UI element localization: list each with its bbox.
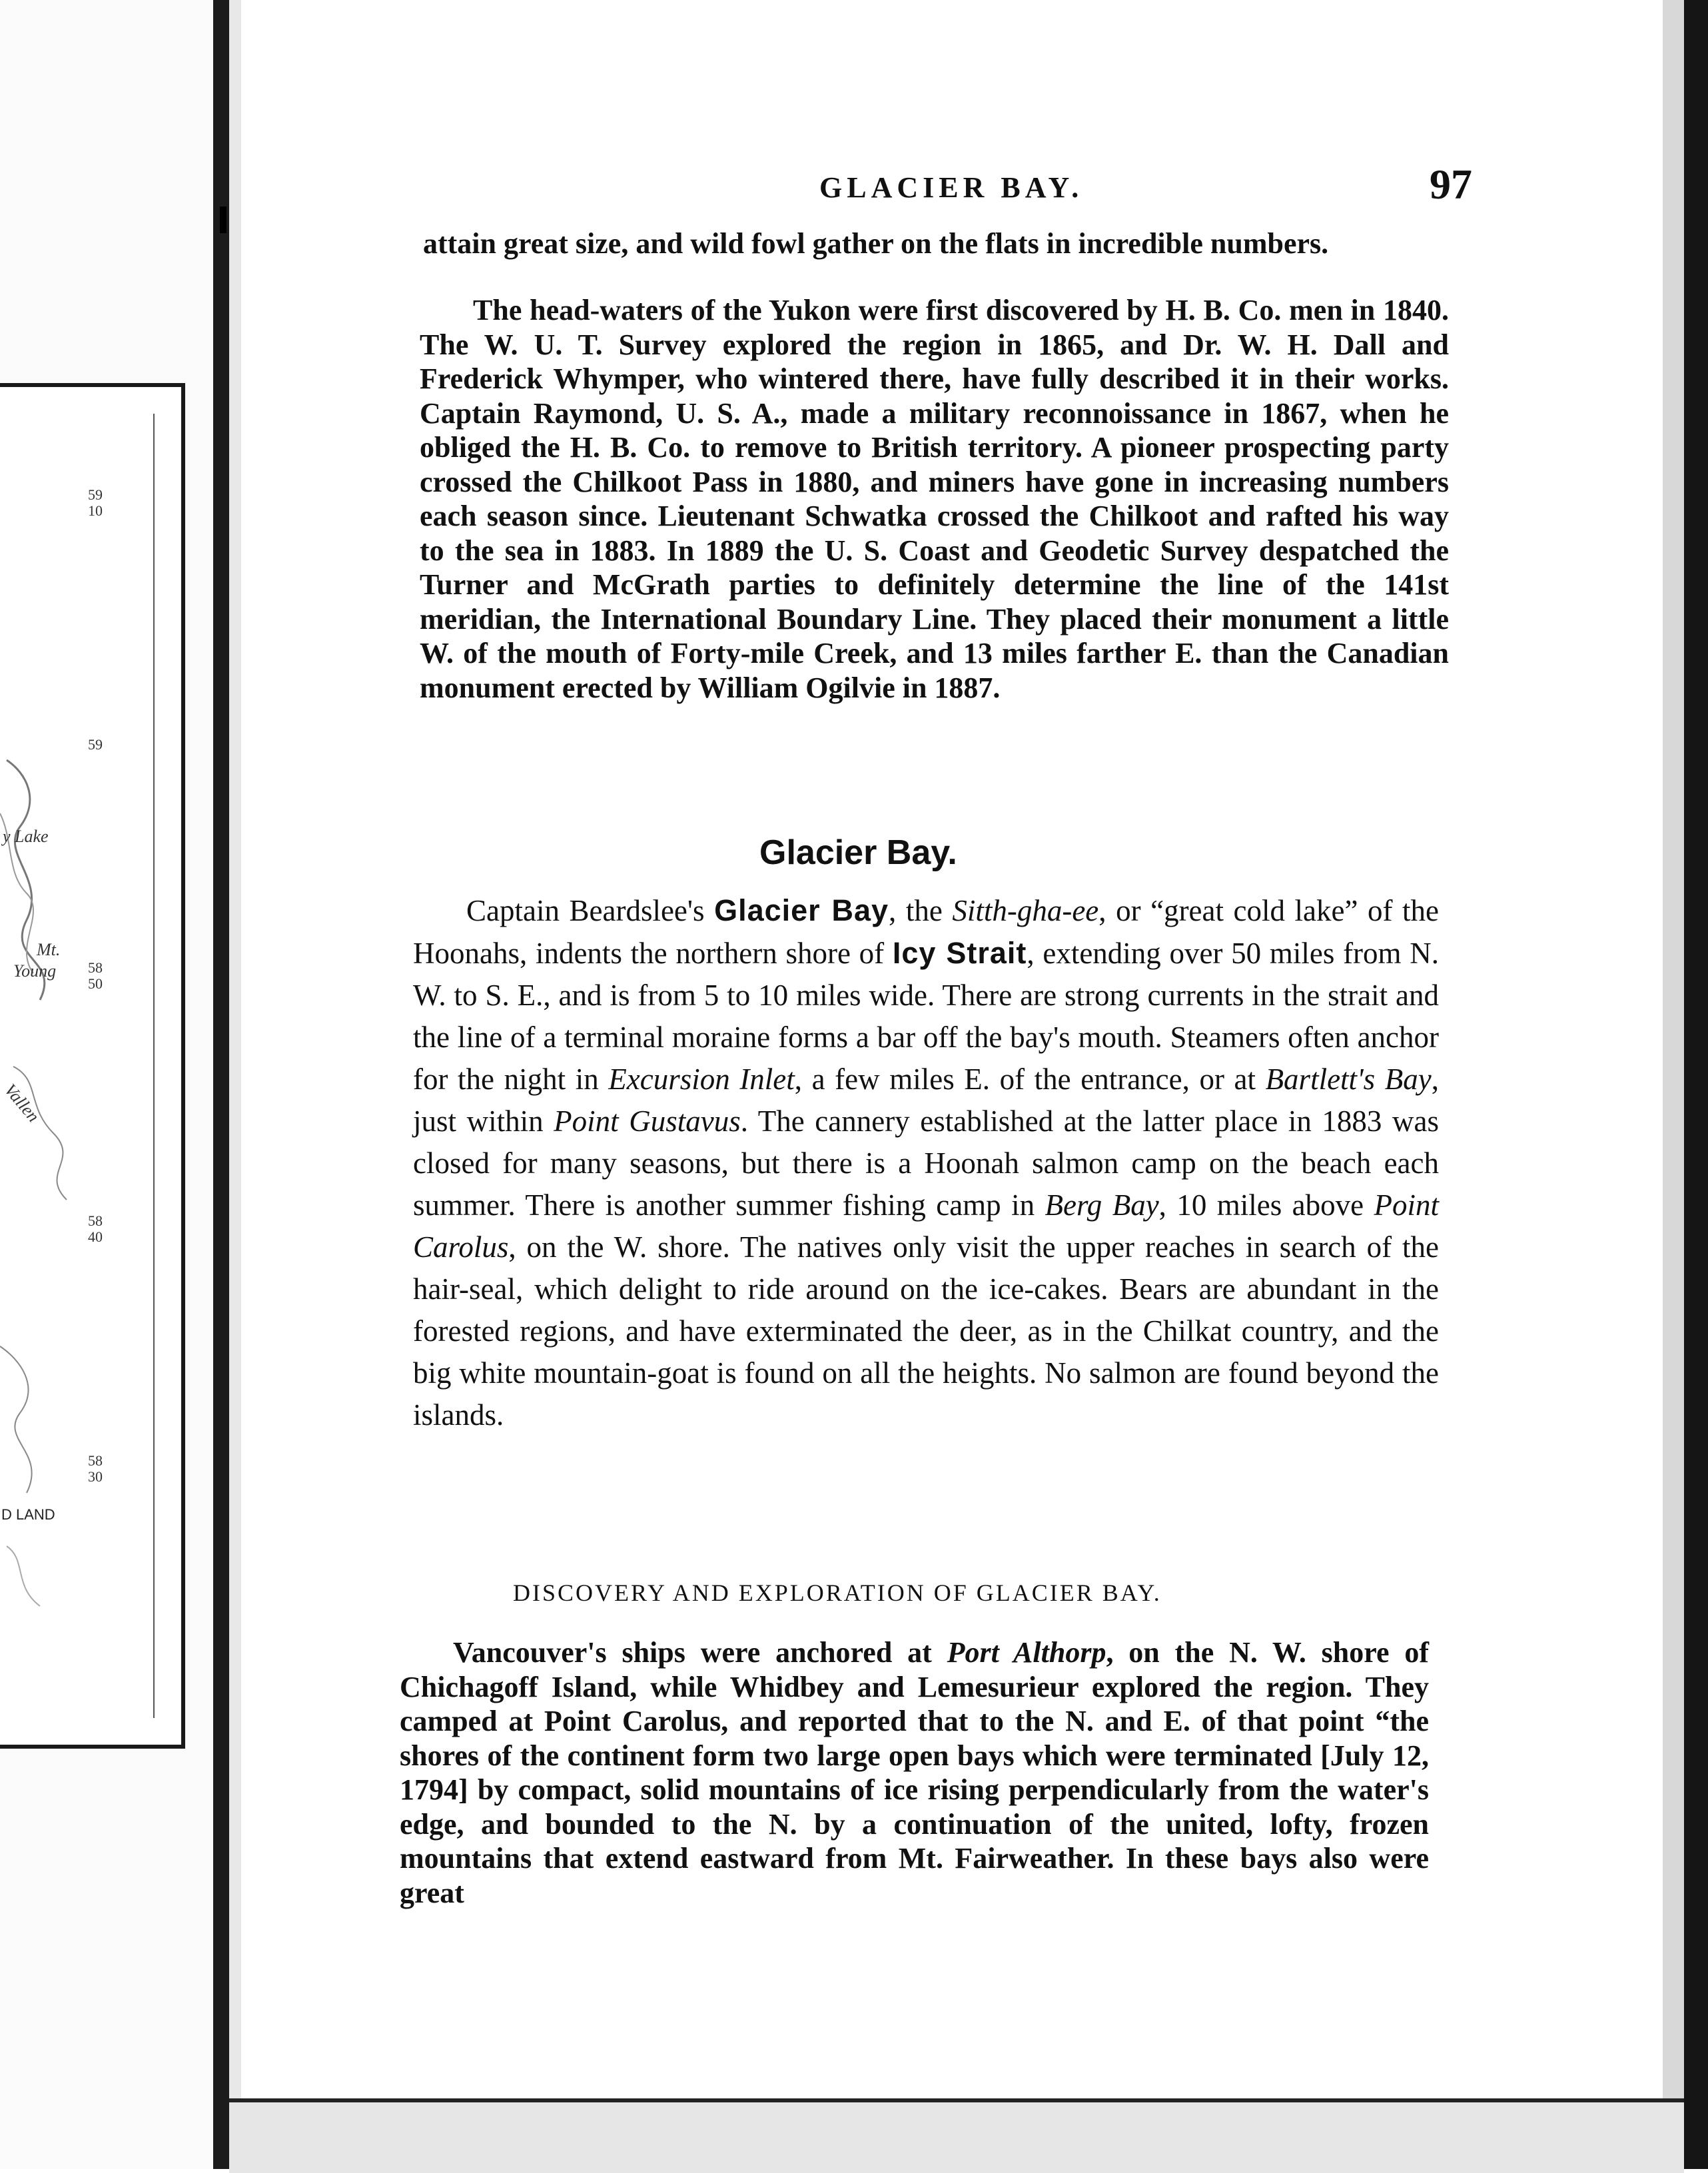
map-fragment xyxy=(0,383,185,1749)
book-gutter-shadow xyxy=(229,0,241,2169)
map-place-label: Young xyxy=(13,961,57,981)
paragraph-discovery: Vancouver's ships were anchored at Port Althorp, on the N. W. shore of Chichagoff Island, while Whidbey and Lemesurieur explored the region. They camped at Point Carolus, and reported that to the N. and E. of that point “the shores of the continent form two large open bays which were terminated [July 12, 1794] by compact, solid mountains of ice rising perpendicularly from the water's edge, and bounded to the N. by a continuation of the united, lofty, frozen mountains that extend eastward from Mt. Fairweather. In these bays also were great xyxy=(400,1636,1430,1909)
lat-label: 59 xyxy=(88,736,103,753)
term-port-althorp: Port Althorp xyxy=(947,1636,1106,1669)
term-icy-strait: Icy Strait xyxy=(892,936,1027,970)
lat-label: 58 50 xyxy=(88,959,103,992)
map-place-label: Mt. xyxy=(37,940,61,959)
map-place-label: y Lake xyxy=(3,827,49,846)
page-number: 97 xyxy=(1430,161,1472,208)
page-edge xyxy=(1663,0,1684,2169)
lat-label: 58 40 xyxy=(88,1212,103,1245)
term-point-gustavus: Point Gustavus xyxy=(554,1104,741,1138)
book-gutter xyxy=(213,0,229,2169)
page-margin-mark xyxy=(220,207,226,233)
lat-label: 58 30 xyxy=(88,1452,103,1485)
map-coastline-drawing xyxy=(0,414,153,1679)
paragraph-glacier-bay: Captain Beardslee's Glacier Bay, the Sitth-gha-ee, or “great cold lake” of the Hoonahs, indents the northern shore of Icy Strait, extending over 50 miles from N. W. to S. E., and is from 5 to 10 miles wide. There are strong currents in the strait and the line of a terminal moraine forms a bar off the bay's mouth. Steamers often anchor for the night in Excursion Inlet, a few miles E. of the entrance, or at Bartlett's Bay, just within Point Gustavus. The cannery established at the latter place in 1883 was closed for many seasons, but there is a Hoonah salmon camp on the beach each summer. There is another summer fishing camp in Berg Bay, 10 miles above Point Carolus, on the W. shore. The natives only visit the upper reaches in search of the hair-seal, which delight to ride around on the ice-cakes. Bears are abundant in the forested regions, and have exterminated the deer, as in the Chilkat country, and the big white mountain-goat is found on all the heights. No salmon are found beyond the islands. xyxy=(413,893,1440,1432)
lat-label: 59 10 xyxy=(88,486,103,519)
subsection-heading: DISCOVERY AND EXPLORATION OF GLACIER BAY. xyxy=(513,1579,1162,1606)
paragraph-continuation: attain great size, and wild fowl gather on the flats in incredible numbers. xyxy=(423,227,1329,260)
term-glacier-bay: Glacier Bay xyxy=(714,893,889,927)
term-sitth-gha-ee: Sitth-gha-ee xyxy=(952,894,1099,927)
map-land-label: D LAND xyxy=(1,1506,55,1523)
term-bartletts-bay: Bartlett's Bay xyxy=(1265,1063,1432,1096)
term-point-carolus: Point Carolus xyxy=(413,1188,1439,1264)
running-head-title: GLACIER BAY. xyxy=(819,171,1084,204)
facing-page xyxy=(0,0,220,2169)
running-head xyxy=(420,161,1472,213)
scan-edge xyxy=(1684,0,1708,2169)
map-place-label: Vallen xyxy=(0,1080,43,1126)
term-excursion-inlet: Excursion Inlet xyxy=(608,1063,795,1096)
paragraph-yukon-history: The head-waters of the Yukon were first discovered by H. B. Co. men in 1840. The W. U. T. Survey explored the region in 1865, and Dr. W. H. Dall and Frederick Whymper, who wintered there, have fully described it in their works. Captain Raymond, U. S. A., made a military reconnoissance in 1867, when he obliged the H. B. Co. to remove to British territory. A pioneer prospecting party crossed the Chilkoot Pass in 1880, and miners have gone in increasing numbers each season since. Lieutenant Schwatka crossed the Chilkoot and rafted his way to the sea in 1883. In 1889 the U. S. Coast and Geodetic Survey despatched the Turner and McGrath parties to definitely determine the line of the 141st meridian, the International Boundary Line. They placed their monument a little W. of the mouth of Forty-mile Creek, and 13 miles farther E. than the Canadian monument erected by William Ogilvie in 1887. xyxy=(420,294,1449,704)
section-heading: Glacier Bay. xyxy=(759,833,957,872)
term-berg-bay: Berg Bay xyxy=(1045,1188,1159,1222)
page-bottom-edge xyxy=(229,2098,1684,2173)
